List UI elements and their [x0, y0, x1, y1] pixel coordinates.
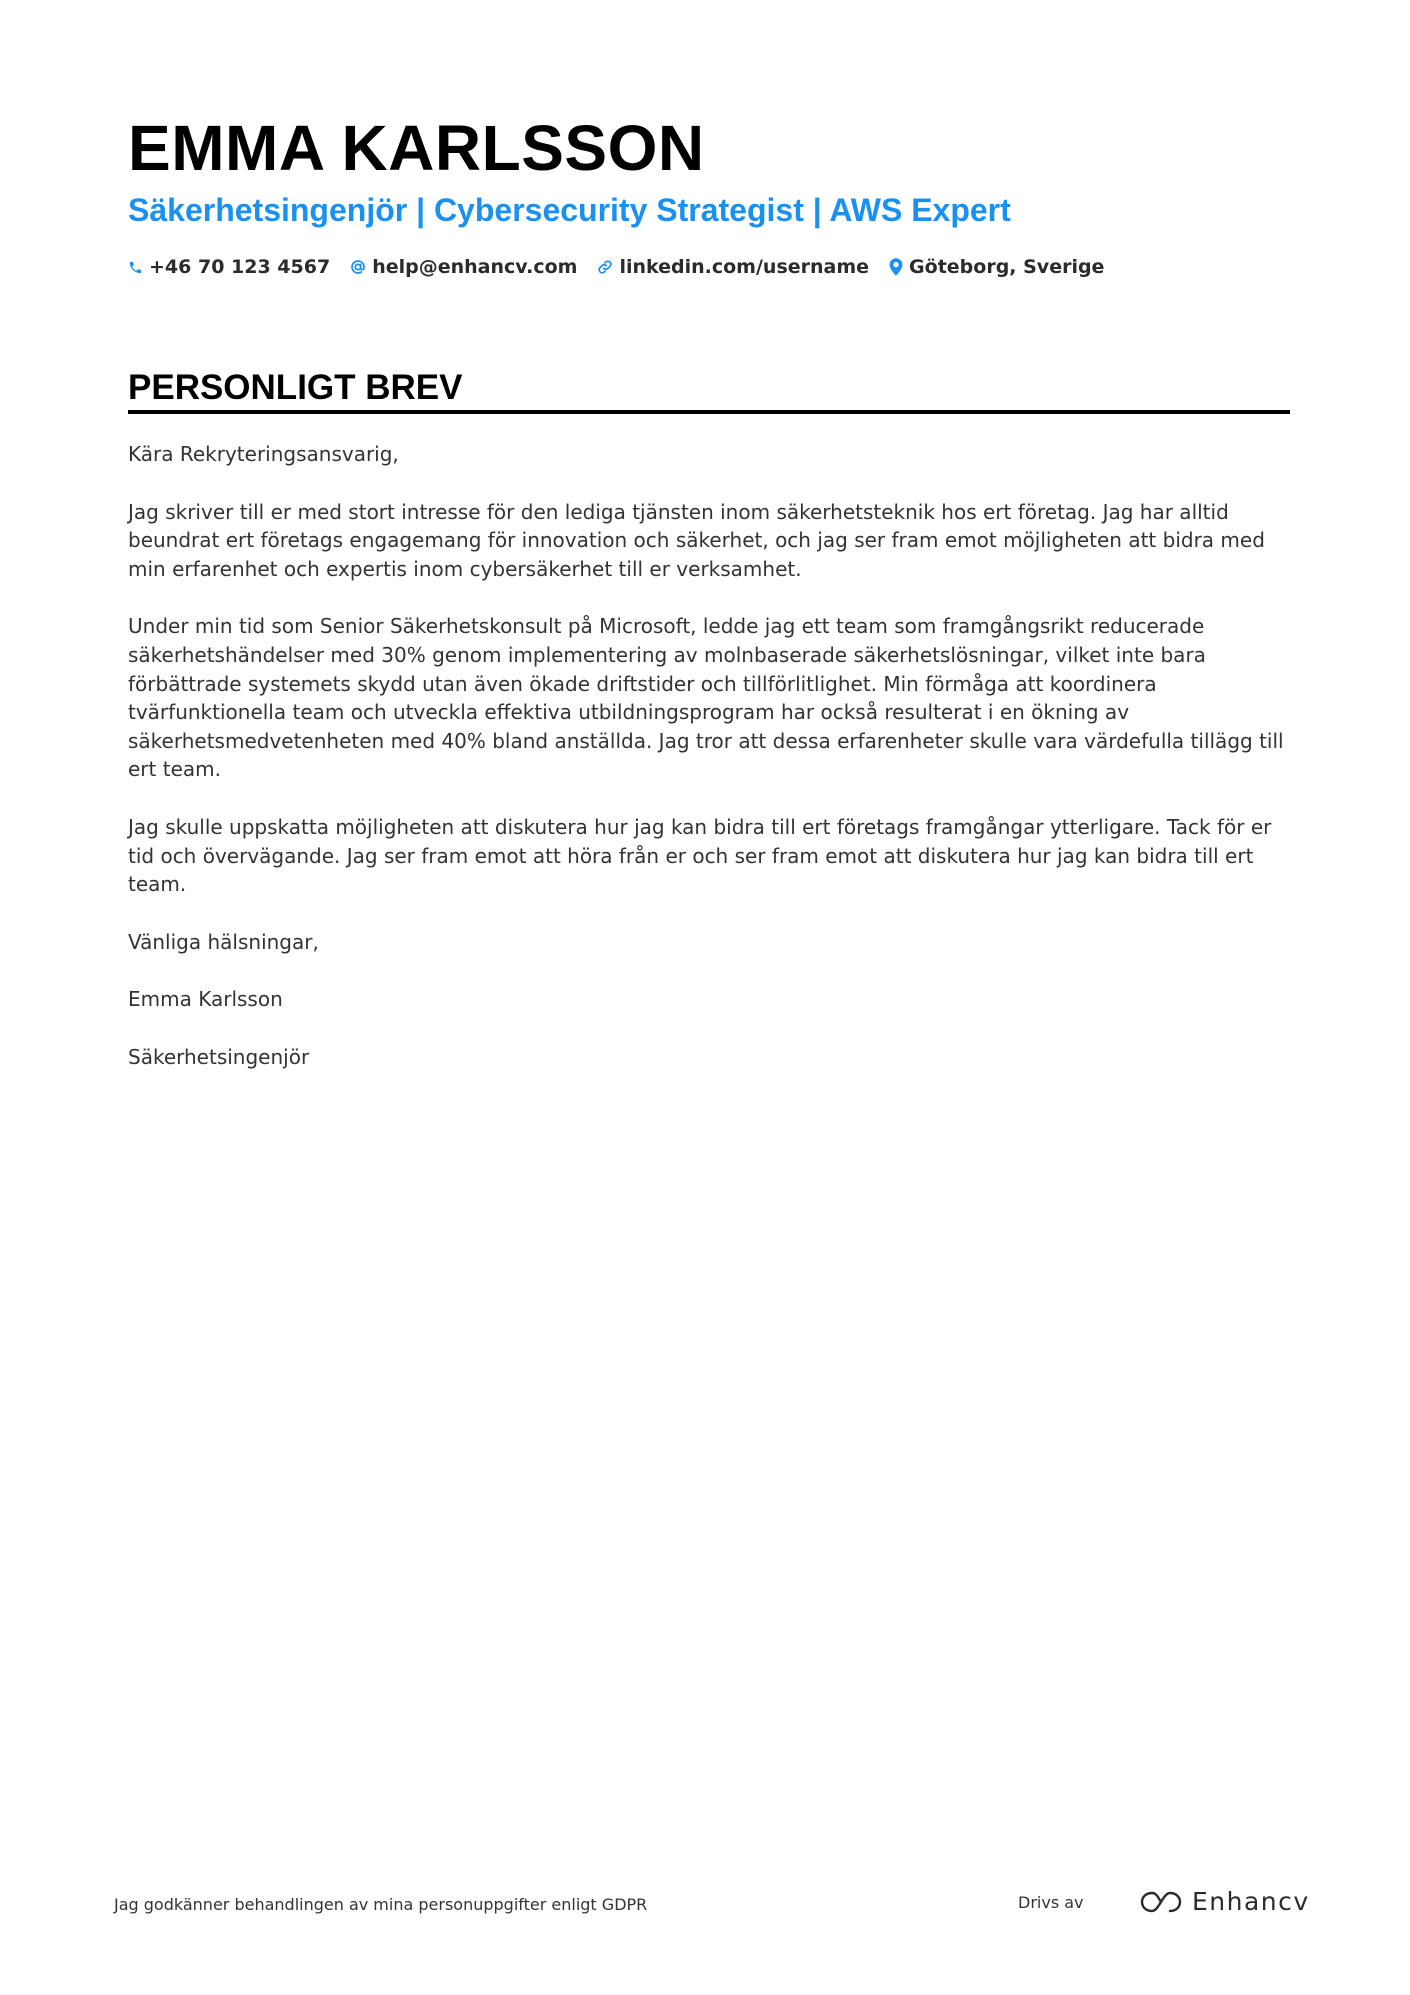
signature-title: Säkerhetsingenjör: [128, 1044, 310, 1069]
enhancv-brand-name: Enhancv: [1192, 1887, 1310, 1916]
location-pin-icon: [889, 258, 903, 276]
link-icon: [597, 259, 613, 275]
contact-location-text: Göteborg, Sverige: [909, 256, 1105, 278]
letter-body: [128, 440, 1290, 1101]
contact-email-text: help@enhancv.com: [372, 256, 578, 278]
at-icon: [350, 259, 366, 275]
enhancv-logo-icon: [1138, 1889, 1184, 1915]
contact-linkedin[interactable]: [597, 256, 869, 278]
signature-name: Emma Karlsson: [128, 987, 283, 1012]
contact-linkedin-text: linkedin.com/username: [619, 256, 870, 278]
contact-phone[interactable]: [128, 256, 330, 278]
contact-bar: [128, 252, 1104, 282]
letter-closing: Vänliga hälsningar,: [128, 929, 319, 954]
powered-by-label: Drivs av: [1018, 1893, 1084, 1912]
contact-location: [889, 256, 1104, 278]
letter-paragraph-1: Jag skriver till er med stort intresse för den lediga tjänsten inom säkerhetsteknik hos ert företag. Jag har alltid beundrat ert företags engagemang för innovation och säkerhet, och jag ser fram emot möjligheten att bidra med min erfarenhet och expertis inom cybersäkerhet till er verksamhet.: [128, 499, 1265, 581]
headline: Säkerhetsingenjör | Cybersecurity Strategist | AWS Expert: [128, 192, 1011, 228]
phone-icon: [128, 260, 143, 275]
contact-phone-text: +46 70 123 4567: [149, 256, 331, 278]
letter-paragraph-2: Under min tid som Senior Säkerhetskonsult på Microsoft, ledde jag ett team som framgångsrikt reducerade säkerhetshändelser med 30% genom implementering av molnbaserade säkerhetslösningar, vilket inte bara förbättrade systemets skydd utan även ökade driftstider och tillförlitlighet. Min förmåga att koordinera tvärfunktionella team och utveckla effektiva utbildningsprogram har också resulterat i en ökning av säkerhetsmedvetenheten med 40% bland anställda. Jag tror att dessa erfarenheter skulle vara värdefulla tillägg till ert team.: [128, 614, 1284, 782]
candidate-name: EMMA KARLSSON: [128, 112, 705, 184]
letter-greeting: Kära Rekryteringsansvarig,: [128, 442, 399, 466]
section-title: PERSONLIGT BREV: [128, 368, 463, 407]
section-divider: [128, 410, 1290, 414]
letter-paragraph-3: Jag skulle uppskatta möjligheten att diskutera hur jag kan bidra till ert företags framgångar ytterligare. Tack för er tid och övervägande. Jag ser fram emot att höra från er och ser fram emot att diskutera hur jag kan bidra till ert team.: [128, 814, 1272, 897]
contact-email[interactable]: [350, 256, 577, 278]
enhancv-logo[interactable]: [1138, 1886, 1310, 1918]
gdpr-note: Jag godkänner behandlingen av mina personuppgifter enligt GDPR: [114, 1895, 648, 1914]
